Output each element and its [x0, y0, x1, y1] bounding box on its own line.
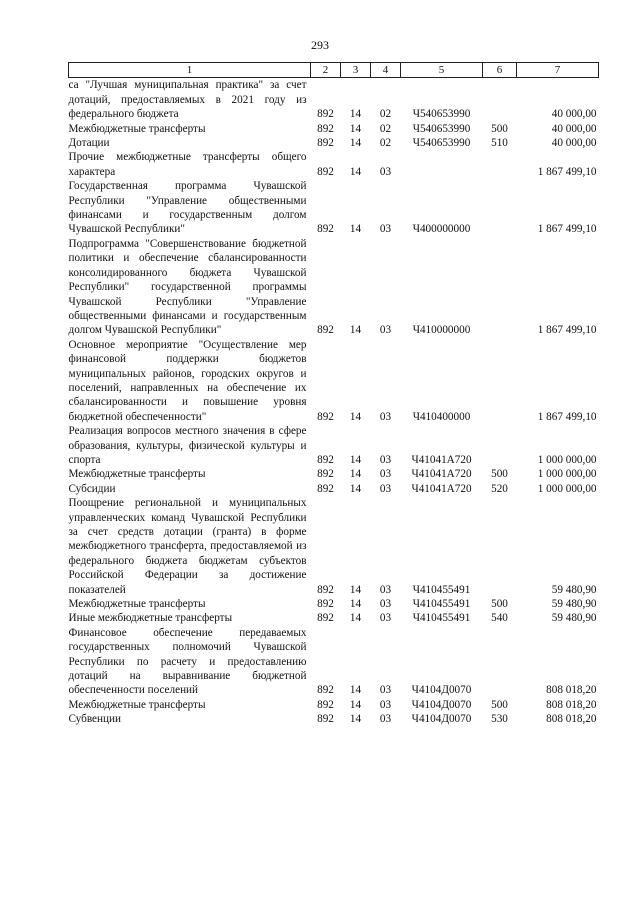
- row-subsection-code: 03: [379, 684, 392, 697]
- row-subsection-code: 03: [379, 453, 392, 466]
- row-target-code: Ч410455491: [412, 583, 471, 596]
- row-target-code: Ч4104Д0070: [411, 698, 472, 711]
- row-section-code: 14: [349, 410, 362, 423]
- table-row: [69, 78, 599, 122]
- row-subsection-code: 03: [379, 482, 392, 495]
- row-expense-type: 500: [491, 122, 508, 135]
- row-subsection-code: 02: [379, 108, 392, 121]
- row-ministry-code: 892: [317, 468, 334, 481]
- table-row: [69, 338, 599, 424]
- row-subsection-code: 03: [379, 583, 392, 596]
- row-name: Подпрограмма "Совершенствование бюджетной политики и обеспечение сбалансированности консолидированного бюджета Чувашской Республики" государственной программы Чувашской Республики "Управление общественными финансами и государственным долгом Чувашской Республики": [68, 237, 307, 337]
- row-section-code: 14: [349, 137, 362, 150]
- table-row: [69, 150, 599, 179]
- row-subsection-code: 02: [379, 122, 392, 135]
- table-row: [69, 698, 599, 712]
- header-cell: 2: [311, 63, 341, 78]
- row-section-code: 14: [349, 482, 362, 495]
- row-section-code: 14: [349, 684, 362, 697]
- row-name: Прочие межбюджетные трансферты общего характера: [68, 151, 307, 178]
- row-section-code: 14: [349, 713, 362, 726]
- table-row: [69, 482, 599, 496]
- row-ministry-code: 892: [317, 583, 334, 596]
- table-row: [69, 237, 599, 338]
- row-ministry-code: 892: [317, 482, 334, 495]
- row-amount: 808 018,20: [546, 713, 597, 726]
- row-expense-type: 500: [491, 468, 508, 481]
- row-name: Государственная программа Чувашской Республики "Управление общественными финансами и государственным долгом Чувашской Республики": [68, 180, 307, 236]
- row-expense-type: [483, 179, 517, 237]
- row-expense-type: [483, 626, 517, 698]
- row-target-code: Ч410400000: [412, 410, 471, 423]
- row-section-code: 14: [349, 698, 362, 711]
- row-name: Финансовое обеспечение передаваемых государственных полномочий Чувашской Республики по расчету и предоставлению дотаций на выравнивание бюджетной обеспеченности поселений: [68, 626, 307, 697]
- row-amount: 40 000,00: [551, 108, 597, 121]
- row-section-code: 14: [349, 612, 362, 625]
- row-section-code: 14: [349, 468, 362, 481]
- row-subsection-code: 03: [379, 713, 392, 726]
- row-ministry-code: 892: [317, 108, 334, 121]
- row-subsection-code: 03: [379, 324, 392, 337]
- row-section-code: 14: [349, 108, 362, 121]
- row-expense-type: [483, 78, 517, 122]
- row-section-code: 14: [349, 453, 362, 466]
- row-expense-type: [483, 496, 517, 597]
- row-subsection-code: 03: [379, 598, 392, 611]
- row-expense-type: 520: [491, 482, 508, 495]
- row-target-code: [401, 150, 483, 179]
- row-name: Субсидии: [68, 482, 116, 495]
- row-name: са "Лучшая муниципальная практика" за счет дотаций, предоставляемых в 2021 году из федерального бюджета: [68, 79, 307, 121]
- row-name: Межбюджетные трансферты: [68, 468, 206, 481]
- row-amount: 1 867 499,10: [537, 324, 597, 337]
- header-cell: 1: [69, 63, 311, 78]
- header-cell: 7: [517, 63, 599, 78]
- row-subsection-code: 03: [379, 612, 392, 625]
- budget-table: [68, 62, 599, 727]
- row-expense-type: 500: [491, 598, 508, 611]
- row-amount: 1 867 499,10: [537, 410, 597, 423]
- row-expense-type: 530: [491, 713, 508, 726]
- row-amount: 1 000 000,00: [537, 482, 597, 495]
- table-row: [69, 496, 599, 597]
- table-row: [69, 626, 599, 698]
- table-row: [69, 467, 599, 481]
- row-target-code: Ч4104Д0070: [411, 684, 472, 697]
- row-target-code: Ч410000000: [412, 324, 471, 337]
- row-name: Поощрение региональной и муниципальных управленческих команд Чувашской Республики за счет средств дотации (гранта) в форме межбюджетного трансферта, предоставляемой из федерального бюджета бюджетам субъектов Российской Федерации за достижение показателей: [68, 497, 307, 596]
- row-ministry-code: 892: [317, 598, 334, 611]
- row-section-code: 14: [349, 165, 362, 178]
- row-ministry-code: 892: [317, 612, 334, 625]
- row-target-code: Ч4104Д0070: [411, 713, 472, 726]
- row-subsection-code: 03: [379, 410, 392, 423]
- row-ministry-code: 892: [317, 324, 334, 337]
- header-cell: 4: [371, 63, 401, 78]
- row-ministry-code: 892: [317, 698, 334, 711]
- row-name: Субвенции: [68, 713, 121, 726]
- row-ministry-code: 892: [317, 713, 334, 726]
- page-number: 293: [311, 38, 329, 52]
- row-subsection-code: 03: [379, 223, 392, 236]
- row-name: Иные межбюджетные трансферты: [68, 612, 233, 625]
- row-target-code: Ч400000000: [412, 223, 471, 236]
- table-row: [69, 424, 599, 467]
- row-target-code: Ч540653990: [412, 122, 471, 135]
- row-amount: 1 867 499,10: [537, 223, 597, 236]
- row-name: Дотации: [68, 137, 110, 150]
- row-section-code: 14: [349, 324, 362, 337]
- row-target-code: Ч410455491: [412, 612, 471, 625]
- row-amount: 59 480,90: [551, 583, 597, 596]
- row-target-code: Ч41041А720: [411, 453, 472, 466]
- row-ministry-code: 892: [317, 684, 334, 697]
- header-cell: 3: [341, 63, 371, 78]
- row-amount: 59 480,90: [551, 612, 597, 625]
- table-row: [69, 597, 599, 611]
- row-ministry-code: 892: [317, 122, 334, 135]
- table-row: [69, 712, 599, 726]
- row-section-code: 14: [349, 598, 362, 611]
- row-name: Межбюджетные трансферты: [68, 598, 206, 611]
- header-cell: 6: [483, 63, 517, 78]
- header-cell: 5: [401, 63, 483, 78]
- row-subsection-code: 03: [379, 165, 392, 178]
- row-expense-type: [483, 424, 517, 467]
- row-name: Реализация вопросов местного значения в сфере образования, культуры, физической культуры и спорта: [68, 425, 307, 466]
- row-target-code: Ч41041А720: [411, 468, 472, 481]
- row-section-code: 14: [349, 223, 362, 236]
- row-amount: 1 000 000,00: [537, 468, 597, 481]
- header-row: [69, 63, 599, 78]
- table-body: [69, 78, 599, 727]
- row-target-code: Ч540653990: [412, 137, 471, 150]
- table-row: [69, 611, 599, 625]
- row-expense-type: 510: [491, 137, 508, 150]
- row-ministry-code: 892: [317, 223, 334, 236]
- row-name: Основное мероприятие "Осуществление мер финансовой поддержки бюджетов муниципальных районов, городских округов и поселений, направленных на обеспечение их сбалансированности и повышение уровня бюджетной обеспеченности": [68, 338, 307, 423]
- row-amount: 40 000,00: [551, 137, 597, 150]
- table-row: [69, 122, 599, 136]
- row-name: Межбюджетные трансферты: [68, 122, 206, 135]
- row-ministry-code: 892: [317, 453, 334, 466]
- row-expense-type: [483, 237, 517, 338]
- row-subsection-code: 03: [379, 468, 392, 481]
- row-ministry-code: 892: [317, 410, 334, 423]
- row-target-code: Ч540653990: [412, 108, 471, 121]
- row-amount: 808 018,20: [546, 684, 597, 697]
- row-amount: 1 867 499,10: [537, 165, 597, 178]
- table-row: [69, 136, 599, 150]
- row-ministry-code: 892: [317, 165, 334, 178]
- row-ministry-code: 892: [317, 137, 334, 150]
- row-amount: 1 000 000,00: [537, 453, 597, 466]
- row-expense-type: 500: [491, 698, 508, 711]
- row-amount: 808 018,20: [546, 698, 597, 711]
- table-row: [69, 179, 599, 237]
- row-section-code: 14: [349, 583, 362, 596]
- row-name: Межбюджетные трансферты: [68, 698, 206, 711]
- row-amount: 59 480,90: [551, 598, 597, 611]
- row-target-code: Ч410455491: [412, 598, 471, 611]
- row-subsection-code: 03: [379, 698, 392, 711]
- row-target-code: Ч41041А720: [411, 482, 472, 495]
- row-expense-type: 540: [491, 612, 508, 625]
- row-amount: 40 000,00: [551, 122, 597, 135]
- row-expense-type: [483, 150, 517, 179]
- row-expense-type: [483, 338, 517, 424]
- row-subsection-code: 02: [379, 137, 392, 150]
- row-section-code: 14: [349, 122, 362, 135]
